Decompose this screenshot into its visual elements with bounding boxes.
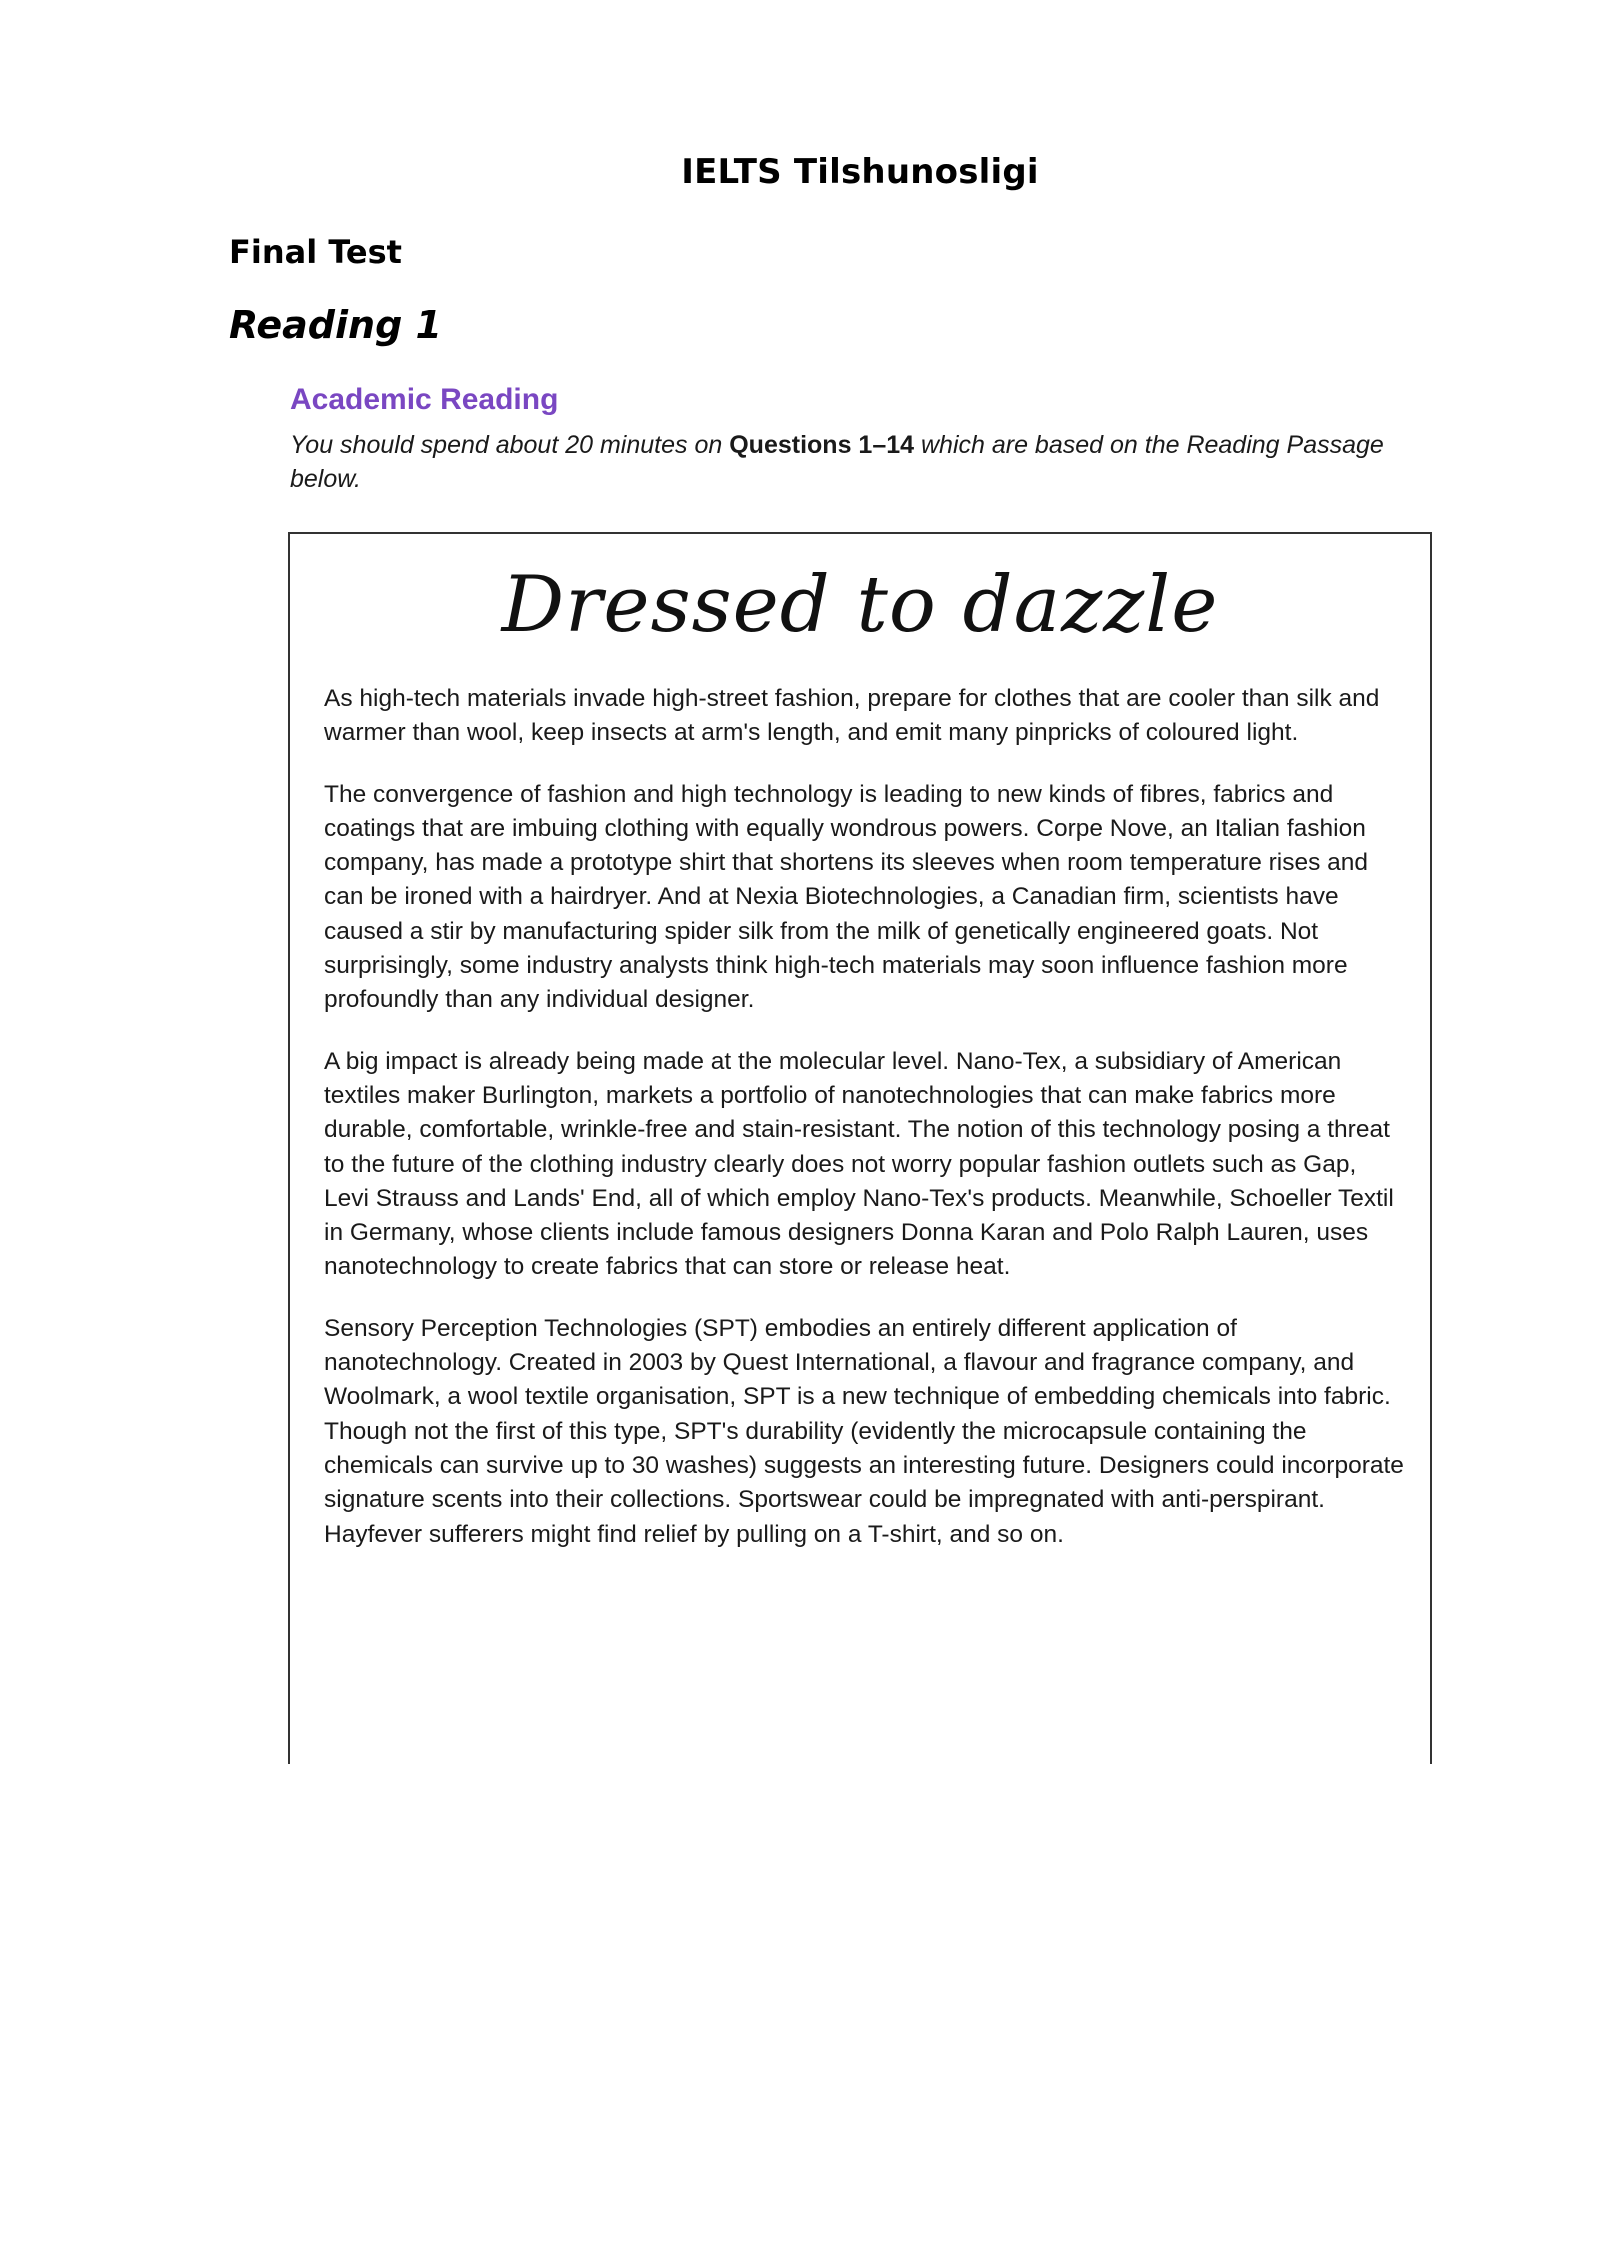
passage-paragraph-2: The convergence of fashion and high technology is leading to new kinds of fibres, fabrics and coatings that are imbuing clothing with equally wondrous powers. Corpe Nove, an Italian fashion company, has made a prototype shirt that shortens its sleeves when room temperature rises and can be ironed with a hairdryer. And at Nexia Biotechnologies, a Canadian firm, scientists have caused a stir by manufacturing spider silk from the milk of genetically engineered goats. Not surprisingly, some industry analysts think high-tech materials may soon influence fashion more profoundly than any individual designer. xyxy=(324,780,1369,1014)
reading-passage-box xyxy=(288,532,1432,1764)
passage-paragraph-3: A big impact is already being made at the molecular level. Nano-Tex, a subsidiary of American textiles maker Burlington, markets a portfolio of nanotechnologies that can make fabrics more durable, comfortable, wrinkle-free and stain-resistant. The notion of this technology posing a threat to the future of the clothing industry clearly does not worry popular fashion outlets such as Gap, Levi Strauss and Lands' End, all of which employ Nano-Tex's products. Meanwhile, Schoeller Textil in Germany, whose clients include famous designers Donna Karan and Polo Ralph Lauren, uses nanotechnology to create fabrics that can store or release heat. xyxy=(324,1047,1394,1281)
scanned-reading-page xyxy=(276,378,1452,1716)
passage-body xyxy=(324,682,1404,1579)
instruction-text-after: which are based on the Reading Passage below. xyxy=(290,431,1384,493)
reading-instructions xyxy=(290,428,1430,496)
passage-paragraph-1: As high-tech materials invade high-street fashion, prepare for clothes that are cooler than silk and warmer than wool, keep insects at arm's length, and emit many pinpricks of coloured light. xyxy=(324,685,1380,747)
passage-paragraph-4: Sensory Perception Technologies (SPT) embodies an entirely different application of nanotechnology. Created in 2003 by Quest International, a flavour and fragrance company, and Woolmark, a wool textile organisation, SPT is a new technique of embedding chemicals into fabric. Though not the first of this type, SPT's durability (evidently the microcapsule containing the chemicals can survive up to 30 washes) suggests an interesting future. Designers could incorporate signature scents into their collections. Sportswear could be impregnated with anti-perspirant. Hayfever sufferers might find relief by pulling on a T-shirt, and so on. xyxy=(324,1314,1404,1548)
passage-title: Dressed to dazzle xyxy=(501,560,1219,650)
document-subtitle: Final Test xyxy=(229,233,402,271)
instruction-questions: Questions 1–14 xyxy=(729,431,915,459)
section-heading: Reading 1 xyxy=(229,303,442,347)
document-title: IELTS Tilshunosligi xyxy=(681,152,1039,192)
instruction-text-before: You should spend about 20 minutes on xyxy=(290,431,730,459)
academic-reading-heading: Academic Reading xyxy=(290,383,559,416)
